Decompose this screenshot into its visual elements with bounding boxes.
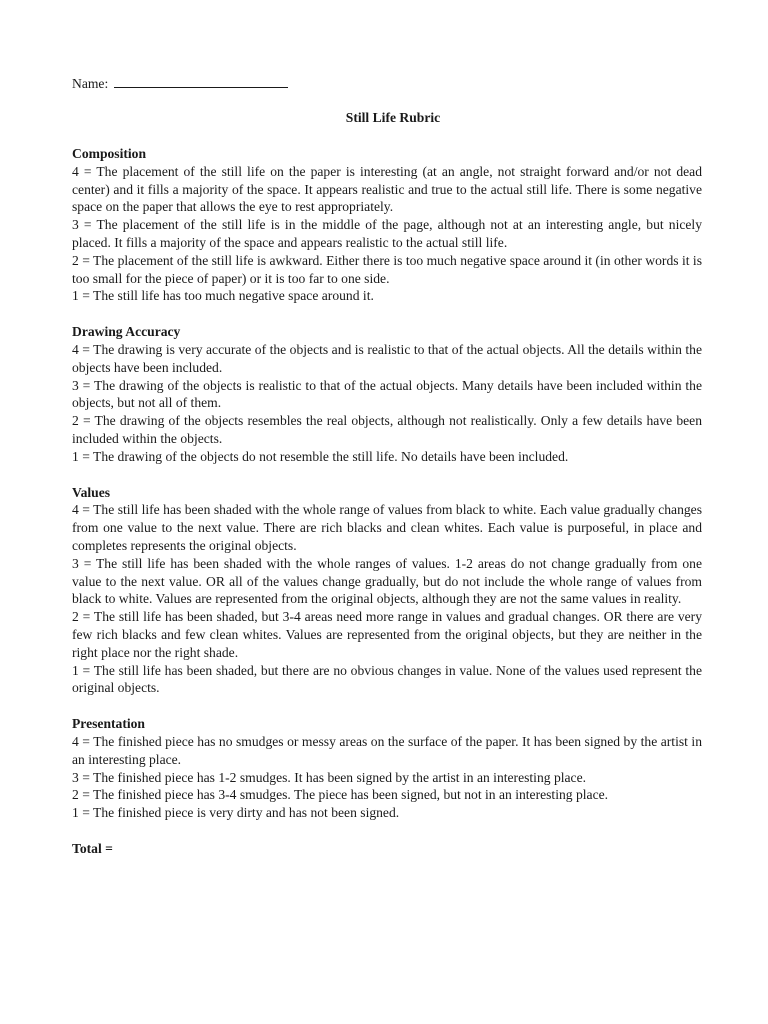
section-values bbox=[72, 484, 702, 698]
criterion-2: 2 = The still life has been shaded, but 3-4 areas need more range in values and gradual changes. OR there are very few rich blacks and few clean whites. Values are represented from the original objects, but they are neither in the right place nor the right shade. bbox=[72, 609, 702, 660]
criterion-4: 4 = The still life has been shaded with the whole range of values from black to white. Each value gradually changes from one value to the next value. There are rich blacks and clean whites. Each value is purposeful, in place and completes represents the original objects. bbox=[72, 502, 702, 553]
criterion-4: 4 = The finished piece has no smudges or messy areas on the surface of the paper. It has been signed by the artist in an interesting place. bbox=[72, 733, 702, 767]
criterion-1: 1 = The still life has been shaded, but there are no obvious changes in value. None of the values used represent the original objects. bbox=[72, 662, 702, 696]
criterion-2: 2 = The finished piece has 3-4 smudges. The piece has been signed, but not in an interesting place. bbox=[72, 787, 609, 803]
criterion-3: 3 = The finished piece has 1-2 smudges. It has been signed by the artist in an interesting place. bbox=[72, 769, 587, 785]
section-presentation bbox=[72, 715, 702, 822]
name-blank-line bbox=[114, 74, 288, 88]
document-content bbox=[72, 74, 702, 858]
criterion-3: 3 = The still life has been shaded with the whole ranges of values. 1-2 areas do not change gradually from one value to the next value. OR all of the values change gradually, but do not include the whole range of values from black to white. Values are represented from the original objects, although they are not the same values in reality. bbox=[72, 555, 702, 607]
total-label: Total = bbox=[72, 840, 113, 856]
criterion-3: 3 = The drawing of the objects is realistic to that of the actual objects. Many details have been included within the objects, but not all of them. bbox=[72, 377, 702, 411]
criterion-2: 2 = The placement of the still life is awkward. Either there is too much negative space around it (in other words it is too small for the piece of paper) or it is too far to one side. bbox=[72, 252, 702, 286]
section-composition bbox=[72, 145, 702, 305]
section-heading: Composition bbox=[72, 146, 147, 161]
criterion-2: 2 = The drawing of the objects resembles the real objects, although not realistically. Only a few details have been included within the objects. bbox=[72, 413, 702, 446]
criterion-4: 4 = The drawing is very accurate of the objects and is realistic to that of the actual objects. All the details within the objects have been included. bbox=[72, 341, 702, 375]
name-label: Name: bbox=[72, 76, 109, 91]
section-heading: Values bbox=[72, 484, 111, 500]
name-line bbox=[72, 74, 702, 92]
section-heading: Drawing Accuracy bbox=[72, 324, 181, 340]
section-drawing-accuracy bbox=[72, 323, 702, 465]
criterion-3: 3 = The placement of the still life is in the middle of the page, although not at an interesting angle, but nicely placed. It fills a majority of the space and appears realistic to the actual still life. bbox=[72, 217, 702, 250]
section-heading: Presentation bbox=[72, 716, 145, 732]
criterion-1: 1 = The drawing of the objects do not resemble the still life. No details have been included. bbox=[72, 448, 569, 464]
criterion-4: 4 = The placement of the still life on the paper is interesting (at an angle, not straight forward and/or not dead center) and it fills a majority of the space. It appears realistic and true to the actual still life. There is some negative space on the paper that allows the eye to rest appropriately. bbox=[72, 163, 702, 215]
criterion-1: 1 = The finished piece is very dirty and has not been signed. bbox=[72, 805, 400, 821]
criterion-1: 1 = The still life has too much negative space around it. bbox=[72, 288, 374, 304]
page-title: Still Life Rubric bbox=[345, 110, 441, 125]
